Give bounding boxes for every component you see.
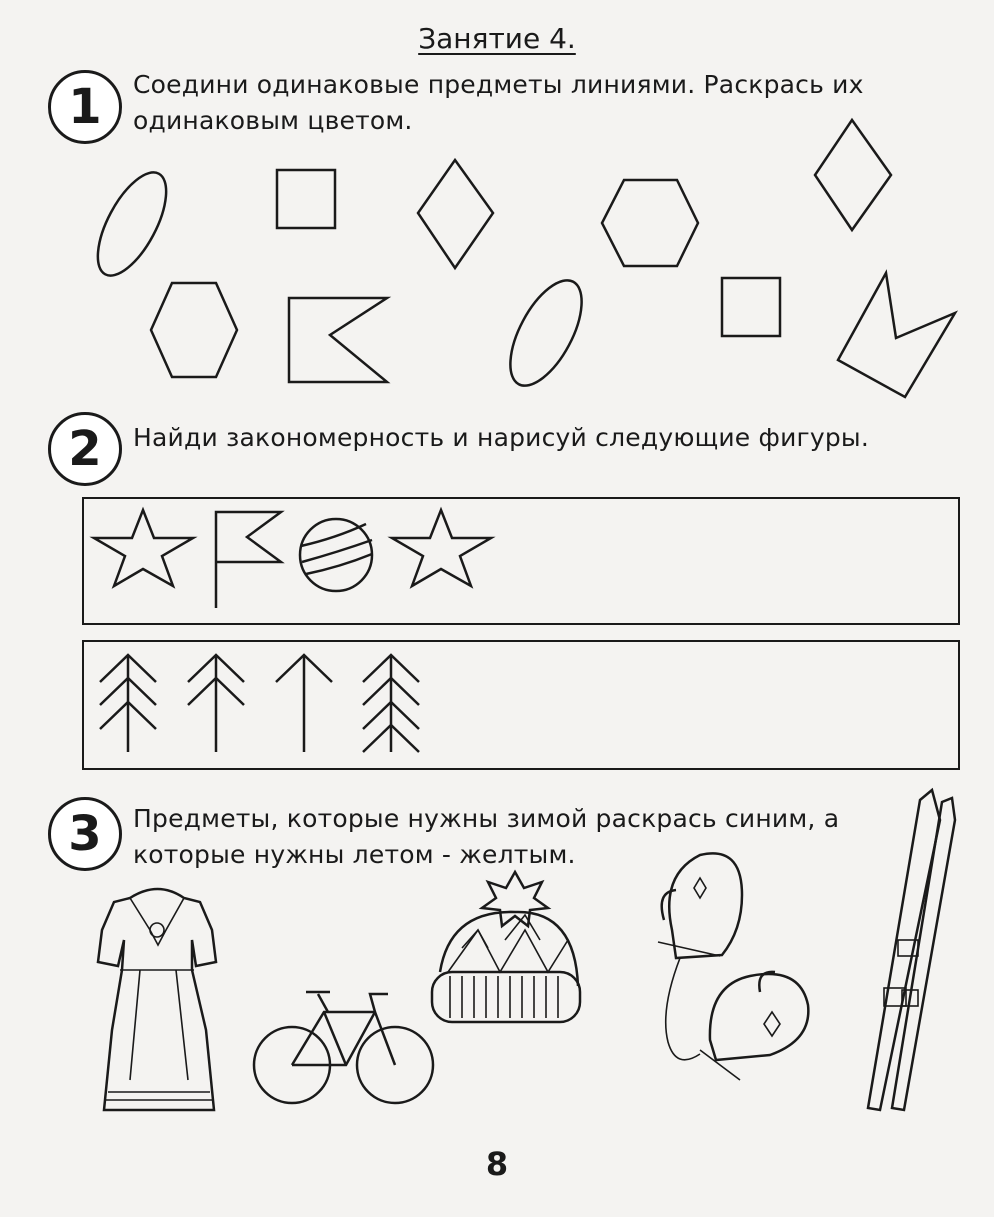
task-3-instruction-line-2: которые нужны летом - желтым. <box>133 840 576 869</box>
hexagon-shape-2[interactable] <box>151 283 237 377</box>
task-3-number-badge: 3 <box>48 797 122 871</box>
flag-shape-1[interactable] <box>289 298 387 382</box>
mittens-picture[interactable] <box>658 853 808 1080</box>
dress-picture[interactable] <box>98 889 216 1110</box>
star-figure-1 <box>94 510 193 586</box>
task-1-instruction-line-2: одинаковым цветом. <box>133 106 413 135</box>
skis-picture[interactable] <box>868 790 955 1110</box>
flag-figure-1 <box>216 512 281 608</box>
task-2-pattern-figures <box>0 490 994 790</box>
bicycle-picture[interactable] <box>254 992 433 1103</box>
winter-hat-picture[interactable] <box>432 872 580 1022</box>
page-number: 8 <box>485 1145 509 1183</box>
crown-shape-1[interactable] <box>838 273 955 397</box>
task-3-items <box>0 780 994 1110</box>
task-1-number-badge: 1 <box>48 70 122 144</box>
task-1-instruction-line-1: Соедини одинаковые предметы линиями. Раскрась их <box>133 70 864 99</box>
diamond-shape-2[interactable] <box>815 120 891 230</box>
hexagon-shape-1[interactable] <box>602 180 698 266</box>
tree-figure-3 <box>276 655 332 752</box>
diamond-shape-1[interactable] <box>418 160 493 268</box>
task-2-instruction: Найди закономерность и нарисуй следующие фигуры. <box>133 423 870 452</box>
task-1-shapes <box>0 0 994 420</box>
tree-figure-4 <box>363 655 419 752</box>
lesson-title: Занятие 4. <box>418 22 576 55</box>
square-shape-2[interactable] <box>722 278 780 336</box>
oval-shape-1[interactable] <box>84 162 180 285</box>
task-3-instruction-line-1: Предметы, которые нужны зимой раскрась синим, а <box>133 804 840 833</box>
star-figure-2 <box>392 510 491 586</box>
task-2-number-badge: 2 <box>48 412 122 486</box>
square-shape-1[interactable] <box>277 170 335 228</box>
tree-figure-2 <box>188 655 244 752</box>
ball-figure-1 <box>300 519 372 591</box>
oval-shape-2[interactable] <box>496 270 596 397</box>
tree-figure-1 <box>100 655 156 752</box>
